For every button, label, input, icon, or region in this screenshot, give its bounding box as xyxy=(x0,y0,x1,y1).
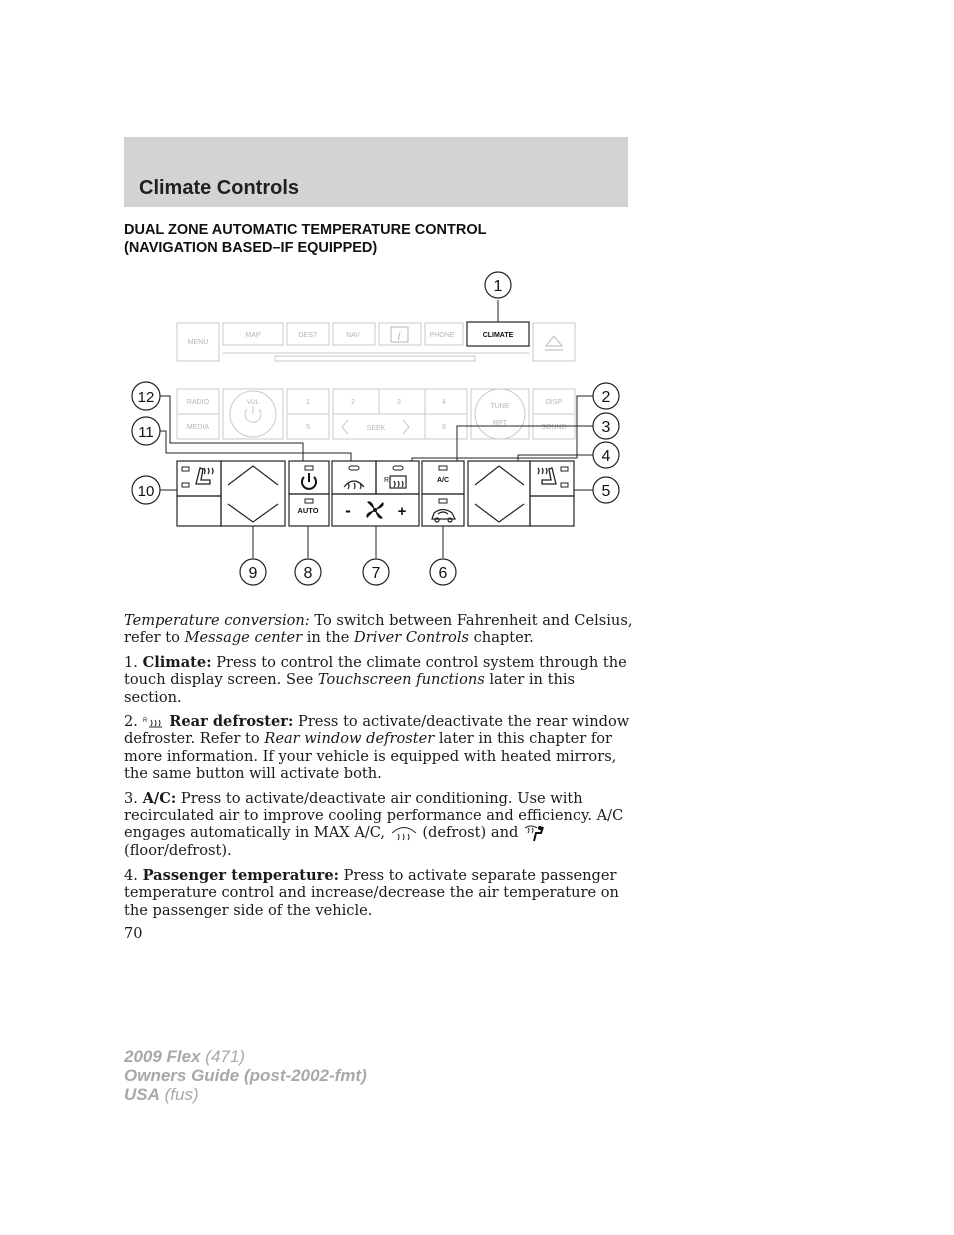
item-1-text-2: later in this section. xyxy=(124,671,575,706)
item-3-text-3: (floor/defrost). xyxy=(124,842,232,860)
preset-4-label: 4 xyxy=(442,399,446,406)
rpt-label: RPT xyxy=(493,420,507,427)
footer-line-2: Owners Guide (post-2002-fmt) xyxy=(124,1066,367,1085)
callout-12: 12 xyxy=(137,389,155,406)
recirculation-icon xyxy=(432,510,455,523)
preset-6-label: 6 xyxy=(442,424,446,431)
passenger-heated-seat-icon xyxy=(538,468,556,484)
sound-label: SOUND xyxy=(541,424,567,431)
climate-control-diagram xyxy=(124,268,634,598)
climate-panel xyxy=(177,461,574,526)
media-label: MEDIA xyxy=(186,424,210,431)
eject-icon xyxy=(545,336,563,350)
callout-5: 5 xyxy=(601,483,611,500)
conv-ref-1: Message center xyxy=(184,629,303,647)
section-heading-line1: DUAL ZONE AUTOMATIC TEMPERATURE CONTROL xyxy=(124,222,487,238)
svg-text:i: i xyxy=(397,329,401,343)
nav-label-phone: PHONE xyxy=(429,332,455,339)
preset-5-label: 5 xyxy=(306,424,310,431)
conv-label: Temperature conversion: xyxy=(124,612,310,629)
preset-3-label: 3 xyxy=(397,399,401,406)
conv-text-1: To switch between Fahrenheit and Celsius, refer to xyxy=(124,612,633,647)
item-2-text-1: Press to activate/deactivate the rear window defroster. Refer to xyxy=(124,713,630,748)
info-icon xyxy=(391,327,408,343)
footer-line-1 xyxy=(124,1047,367,1066)
item-4-number: 4. xyxy=(124,866,143,884)
disp-label: DISP xyxy=(545,399,563,406)
fan-icon xyxy=(366,501,383,518)
rear-defrost-icon xyxy=(143,715,165,729)
item-1-number: 1. xyxy=(124,653,143,671)
vol-label: VOL xyxy=(246,400,260,406)
nav-label-map: MAP xyxy=(245,332,261,339)
power-icon xyxy=(302,473,316,489)
indicator-leds xyxy=(182,466,568,503)
footer xyxy=(124,1047,367,1104)
footer-model: 2009 Flex xyxy=(124,1047,201,1066)
callout-8: 8 xyxy=(303,565,313,582)
nav-label-climate: CLIMATE xyxy=(482,332,514,339)
callout-7: 7 xyxy=(371,565,381,582)
footer-market-code: (fus) xyxy=(159,1085,199,1104)
item-3-number: 3. xyxy=(124,789,143,807)
preset-2-label: 2 xyxy=(351,399,355,406)
defrost-icon xyxy=(390,824,418,842)
chapter-header-band xyxy=(124,137,628,207)
callout-2: 2 xyxy=(601,389,611,406)
nav-label-dest: DEST xyxy=(298,332,318,339)
front-defrost-icon xyxy=(344,481,364,489)
item-2-text-2: later in this chapter for more information. If your vehicle is equipped with heated mirrors, the same button will activate both. xyxy=(124,730,617,783)
section-heading-line2: (NAVIGATION BASED–IF EQUIPPED) xyxy=(124,240,378,256)
body-text xyxy=(124,612,634,926)
item-4-paragraph xyxy=(124,867,634,919)
seek-label: SEEK xyxy=(366,425,386,432)
fan-decrease-button[interactable]: - xyxy=(345,501,351,520)
item-1-paragraph xyxy=(124,654,634,706)
driver-heated-seat-icon xyxy=(196,468,213,484)
radio-label: RADIO xyxy=(186,399,210,406)
callout-6: 6 xyxy=(438,565,448,582)
ac-label: A/C xyxy=(436,477,450,484)
item-3-paragraph xyxy=(124,790,634,860)
callout-4: 4 xyxy=(601,448,611,465)
item-4-label: Passenger temperature: xyxy=(142,866,340,884)
chapter-title: Climate Controls xyxy=(139,177,300,199)
floor-defrost-icon xyxy=(523,824,545,842)
item-3-label: A/C: xyxy=(142,789,177,807)
callout-10: 10 xyxy=(137,483,155,500)
nav-label-nav: NAV xyxy=(346,332,360,339)
auto-label: AUTO xyxy=(297,506,319,515)
page-number: 70 xyxy=(124,926,143,942)
callout-1: 1 xyxy=(493,278,503,295)
callout-3: 3 xyxy=(601,419,611,436)
item-2-ref: Rear window defroster xyxy=(264,730,435,748)
nav-label-menu: MENU xyxy=(187,339,209,346)
callout-11: 11 xyxy=(138,424,154,441)
conv-text-3: chapter. xyxy=(469,629,534,647)
fan-increase-button[interactable]: + xyxy=(397,503,407,520)
item-3-text-2: (defrost) and xyxy=(417,824,523,842)
footer-model-code: (471) xyxy=(200,1047,245,1066)
item-1-text-1: Press to control the climate control system through the touch display screen. See xyxy=(124,653,627,689)
item-3-text-1: Press to activate/deactivate air conditioning. Use with recirculated air to improve cooling performance and efficiency. A/C engages automatically in MAX A/C, xyxy=(124,789,624,842)
section-heading xyxy=(124,221,644,257)
svg-text:R: R xyxy=(142,718,147,725)
callout-9: 9 xyxy=(248,565,258,582)
item-1-ref: Touchscreen functions xyxy=(317,671,485,689)
conv-text-2: in the xyxy=(302,629,355,647)
item-2-label: Rear defroster: xyxy=(169,713,294,731)
conv-ref-2: Driver Controls xyxy=(354,629,469,647)
item-2-number: 2. xyxy=(124,713,143,731)
rear-defrost-icon xyxy=(390,476,406,488)
footer-line-3 xyxy=(124,1085,367,1104)
rear-r-label: R xyxy=(384,477,390,484)
temperature-conversion-paragraph xyxy=(124,612,634,647)
item-4-text-1: Press to activate separate passenger temperature control and increase/decrease the air temperature on the passenger side of the vehicle. xyxy=(124,866,619,919)
item-2-paragraph xyxy=(124,713,634,783)
preset-1-label: 1 xyxy=(306,399,310,406)
tune-label: TUNE xyxy=(490,403,510,410)
item-1-label: Climate: xyxy=(142,653,212,671)
footer-market: USA xyxy=(124,1085,160,1104)
